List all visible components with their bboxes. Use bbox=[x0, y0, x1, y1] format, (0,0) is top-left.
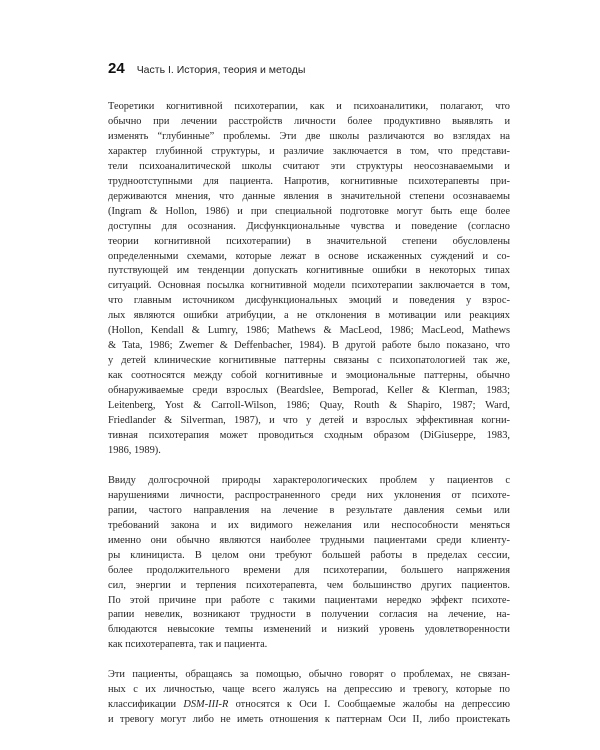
text-line: у детей клинические когнитивные паттерны связаны с психопатологией так же, bbox=[108, 355, 510, 367]
text-fragment: классификации bbox=[108, 699, 184, 711]
text-line: Эти пациенты, обращаясь за помощью, обычно говорят о проблемах, не связан- bbox=[108, 669, 510, 681]
running-head bbox=[108, 60, 305, 77]
text-line: определенными схемами, которые лежат в основе искаженных суждений и со- bbox=[108, 250, 510, 262]
text-line: тели психоаналитической школы считают эти структуры неосознаваемыми и bbox=[108, 160, 510, 172]
text-line: (Ingram & Hollon, 1986) и при специальной подготовке могут быть еще более bbox=[108, 205, 510, 217]
paragraph-1 bbox=[108, 100, 510, 459]
chapter-title: Часть I. История, теория и методы bbox=[136, 64, 306, 76]
paragraph-2 bbox=[108, 474, 510, 653]
text-line: тивная психотерапия может проводиться сходным образом (DiGiuseppe, 1983, bbox=[108, 429, 510, 441]
text-line: обнаруживаемые среди взрослых (Beardslee, Bemporad, Keller & Klerman, 1983; bbox=[108, 385, 510, 397]
text-line: рапии невелик, возникают трудности в получении согласия на лечение, на- bbox=[108, 609, 510, 621]
text-line: Friedlander & Silverman, 1987), и что у детей и взрослых эффективная когни- bbox=[108, 415, 510, 427]
text-line: лых являются ошибки атрибуции, а не отклонения в мотивации или реакциях bbox=[108, 310, 510, 322]
text-line: и тревогу могут либо не иметь отношения к паттернам Оси II, либо проистекать bbox=[108, 714, 510, 726]
text-line: обычно при лечении расстройств личности более продуктивно выявлять и bbox=[108, 115, 510, 127]
text-line: требований закона и их видимого нежелания или неспособности меняться bbox=[108, 519, 510, 531]
text-line: как соотносятся между собой когнитивные и эмоциональные паттерны, обычно bbox=[108, 370, 510, 382]
text-line: держиваются мнения, что данные явления в значительной степени осознаваемы bbox=[108, 190, 510, 202]
body-text bbox=[108, 100, 510, 728]
text-line: По этой причине при работе с такими пациентами нередко эффект психоте- bbox=[108, 594, 510, 606]
text-line: ры клинициста. В целом они требуют большей работы в пределах сессии, bbox=[108, 549, 510, 561]
text-fragment: относятся к Оси I. Сообщаемые жалобы на депрессию bbox=[228, 699, 510, 711]
text-line: (Hollon, Kendall & Lumry, 1986; Mathews & MacLeod, 1986; MacLeod, Mathews bbox=[108, 325, 510, 337]
text-line: Leitenberg, Yost & Carroll-Wilson, 1986; Quay, Routh & Shapiro, 1987; Ward, bbox=[108, 400, 510, 412]
text-line: изменять “глубинные” проблемы. Эти две школы различаются во взглядах на bbox=[108, 130, 510, 142]
text-line: нарушениями личности, распространенного среди них уклонения от психоте- bbox=[108, 489, 510, 501]
text-line-with-term bbox=[108, 698, 510, 713]
text-line: как психотерапевта, так и пациента. bbox=[108, 639, 268, 651]
text-line: теории когнитивной психотерапии) в значительной степени обусловлены bbox=[108, 235, 510, 247]
classification-term: DSM-III-R bbox=[183, 699, 229, 711]
paragraph-3 bbox=[108, 668, 510, 728]
text-line: рапии, частого направления на лечение в результате давления семьи или bbox=[108, 504, 510, 516]
text-line: что главным источником дисфункциональных эмоций и поведения у взрос- bbox=[108, 295, 510, 307]
text-line: доступны для осознания. Дисфункциональные чувства и поведение (согласно bbox=[108, 220, 510, 232]
text-line: 1986, 1989). bbox=[108, 444, 161, 456]
text-line: путствующей им тенденции допускать когнитивные ошибки в некоторых типах bbox=[108, 265, 510, 277]
text-line: характер глубинной структуры, и различие заключается в том, что представи- bbox=[108, 145, 510, 157]
text-line: трудноотступными для пациента. Напротив, когнитивные психотерапевты при- bbox=[108, 175, 510, 187]
text-line: & Tata, 1986; Zwemer & Deffenbacher, 1984). В другой работе было показано, что bbox=[108, 340, 510, 352]
text-line: ситуаций. Основная посылка когнитивной модели психотерапии заключается в том, bbox=[108, 280, 510, 292]
text-line: Теоретики когнитивной психотерапии, как и психоаналитики, полагают, что bbox=[108, 101, 510, 112]
text-line: ных с их личностью, чаще всего жалуясь на депрессию и тревогу, которые по bbox=[108, 684, 510, 696]
text-line: блюдаются невысокие темпы изменений и низкий уровень удовлетворенности bbox=[108, 624, 510, 636]
text-line: именно они обычно являются наиболее трудными пациентами среди клиенту- bbox=[108, 534, 510, 546]
page-number: 24 bbox=[108, 60, 125, 77]
text-line: Ввиду долгосрочной природы характерологических проблем у пациентов с bbox=[108, 474, 510, 486]
text-line: сил, энергии и терпения психотерапевта, чем большинство других пациентов. bbox=[108, 579, 510, 591]
text-line: более продолжительного времени для психотерапии, большего напряжения bbox=[108, 564, 510, 576]
